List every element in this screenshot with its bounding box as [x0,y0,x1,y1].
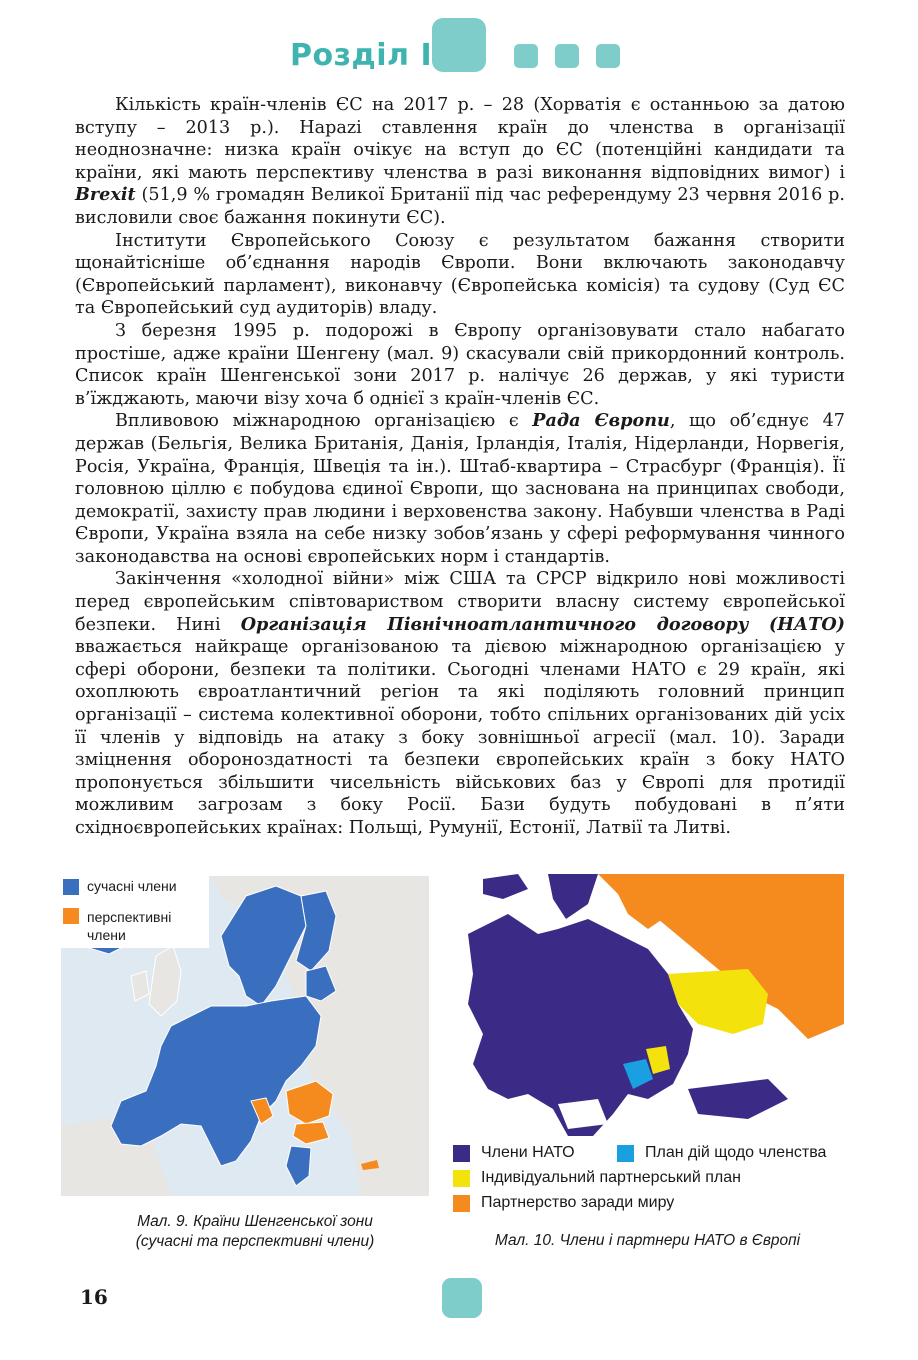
term-brexit: Brexit [75,184,136,206]
legend-partnership-for-peace: Партнерство заради миру [481,1194,675,1211]
legend-nato-members: Члени НАТО [481,1144,575,1161]
page-header [0,0,918,100]
schengen-map [61,876,429,1196]
legend-current-members: сучасні члени [87,878,177,894]
term-council-of-europe: Рада Європи [532,410,670,432]
legend-swatch-individual-partnership [453,1170,470,1187]
body-text [75,94,845,840]
paragraph-nato: Закінчення «холодної війни» між США та СРСР відкрило нові можливості перед європейським співтовариством створити власну систему європейської безпеки. Нині Організація Північноатлантичного договору (НАТО) вважається найкраще організованою та дієвою міжнародною організацією у сфері оборони, безпеки та політики. Сьогодні членами НАТО є 29 країн, які охоплюють євроатлантичний регіон та які поділяють головний принцип організації – система колективної оборони, тобто спільних організованих дій усіх її членів у відповідь на атаку з боку зовнішньої агресії (мал. 10). Заради зміцнення обороноздатності та безпеки європейських країн з боку НАТО пропонується збільшити чисельність військових баз у Європі для протидії можливим загрозам з боку Росії. Бази будуть побудовані в п’яти східноєвропейських країнах: Польщі, Румунії, Естонії, Латвії та Литві. [75,569,845,838]
legend-individual-partnership: Індивідуальний партнерський план [481,1169,741,1186]
legend-prospective-line1: перспективні [87,909,172,925]
paragraph-eu-institutions: Інститути Європейського Союзу є результатом бажання створити щонайтісніше об’єднання народів Європи. Вони включають законодавчу (Європейський парламент), виконавчу (Європейська комісія) та судову (Суд ЄС та Європейський суд аудиторів) владу. [75,230,845,319]
figure10-caption: Мал. 10. Члени і партнери НАТО в Європі [494,1232,801,1249]
nato-map [448,874,844,1136]
legend-prospective-line2: члени [87,927,126,943]
legend-swatch-current [63,879,79,895]
legend-swatch-nato-members [453,1145,470,1162]
legend-swatch-prospective [63,908,79,924]
decorative-square-large [432,18,486,72]
paragraph-schengen: З березня 1995 р. подорожі в Європу організовувати стало набагато простіше, адже країни Шенгену (мал. 9) скасували свій прикордонний контроль. Список країн Шенгенської зони 2017 р. налічує 26 держав, у які туристи в’їжджають, маючи візу хоча б однієї з країн-членів ЄС. [75,320,845,409]
decorative-square-small [596,44,620,68]
page-number: 16 [80,1285,108,1309]
decorative-square-small [514,44,538,68]
term-nato: Організація Північноатлантичного договору (НАТО) [240,613,845,635]
legend-membership-action-plan: План дій щодо членства [645,1144,827,1161]
paragraph-eu-members: Кількість країн-членів ЄС на 2017 р. – 28 (Хорватія є останньою за датою вступу – 2013 р.). Нарazі ставлення країн до членства в організації неоднозначне: низка країн очікує на вступ до ЄС (потенційні кандидати та країни, які мають перспективу членства в разі виконання відповідних вимог) і Brexit (51,9 % громадян Великої Британії під час референдуму 23 червня 2016 р. висловили своє бажання покинути ЄС). [75,95,845,228]
paragraph-council-of-europe: Впливовою міжнародною організацією є Рада Європи, що об’єднує 47 держав (Бельгія, Велика Британія, Данія, Ірландія, Італія, Нідерланди, Норвегія, Росія, Україна, Франція, Швеція та ін.). Штаб-квартира – Страсбург (Франція). Її головною ціллю є побудова єдиної Європи, що заснована на принципах свободи, демократії, захисту прав людини і верховенства закону. Набувши членства в Раді Європи, Україна взяла на себе низку зобов’язань у сфері реформування чинного законодавства на основі європейських норм і стандартів. [75,410,845,567]
legend-swatch-partnership-for-peace [453,1195,470,1212]
decorative-square-footer [442,1278,482,1318]
decorative-square-small [555,44,579,68]
figure9-caption: Мал. 9. Країни Шенгенської зони (сучасні та перспективні члени) [135,1213,375,1250]
section-title: Розділ І [290,38,433,73]
legend-swatch-membership-action-plan [617,1145,634,1162]
